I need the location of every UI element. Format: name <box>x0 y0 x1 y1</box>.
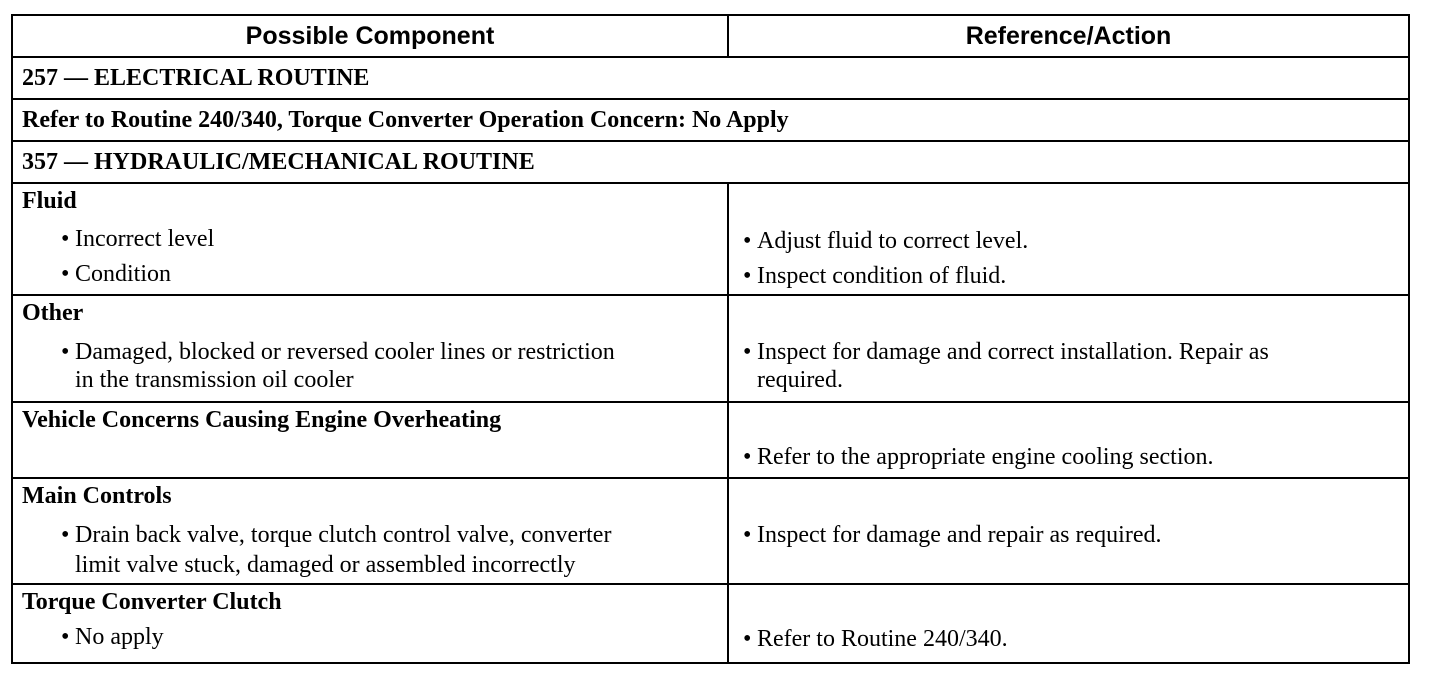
action-cell <box>728 183 1409 295</box>
section-electrical-routine: 257 — ELECTRICAL ROUTINE <box>12 57 1409 99</box>
section-hydraulic-routine: 357 — HYDRAULIC/MECHANICAL ROUTINE <box>12 141 1409 183</box>
header-reference-action: Reference/Action <box>728 15 1409 57</box>
diagnostic-table <box>11 14 1410 664</box>
action-cell <box>728 402 1409 478</box>
component-title: Other <box>22 300 84 326</box>
list-item: • Damaged, blocked or reversed cooler lines or restriction <box>61 339 615 365</box>
component-cell <box>12 183 728 295</box>
table-row <box>12 402 1409 478</box>
table-row <box>12 295 1409 402</box>
component-title: Fluid <box>22 188 77 214</box>
list-item: • No apply <box>61 624 164 650</box>
component-cell <box>12 402 728 478</box>
header-row <box>12 15 1409 57</box>
list-item: • Refer to the appropriate engine cooling section. <box>743 444 1214 470</box>
list-item: • Refer to Routine 240/340. <box>743 626 1008 652</box>
action-cell <box>728 584 1409 663</box>
section-row <box>12 141 1409 183</box>
list-item: • Inspect for damage and repair as required. <box>743 522 1162 548</box>
component-title: Torque Converter Clutch <box>22 589 282 615</box>
list-item: • Incorrect level <box>61 226 215 252</box>
component-cell <box>12 584 728 663</box>
list-item-continued: limit valve stuck, damaged or assembled incorrectly <box>75 552 576 578</box>
action-cell <box>728 295 1409 402</box>
list-item: • Inspect for damage and correct installation. Repair as <box>743 339 1269 365</box>
component-title: Vehicle Concerns Causing Engine Overheating <box>22 407 502 433</box>
section-row <box>12 99 1409 141</box>
list-item: • Condition <box>61 261 172 287</box>
list-item: • Drain back valve, torque clutch control valve, converter <box>61 522 612 548</box>
component-cell <box>12 478 728 584</box>
list-item-continued: in the transmission oil cooler <box>75 367 354 393</box>
list-item-continued: required. <box>757 367 843 393</box>
table-row <box>12 183 1409 295</box>
list-item: • Adjust fluid to correct level. <box>743 228 1029 254</box>
section-refer-routine: Refer to Routine 240/340, Torque Converter Operation Concern: No Apply <box>12 99 1409 141</box>
table-row <box>12 584 1409 663</box>
section-row <box>12 57 1409 99</box>
action-cell <box>728 478 1409 584</box>
list-item: • Inspect condition of fluid. <box>743 263 1007 289</box>
table-row <box>12 478 1409 584</box>
component-cell <box>12 295 728 402</box>
header-possible-component: Possible Component <box>12 15 728 57</box>
component-title: Main Controls <box>22 483 172 509</box>
